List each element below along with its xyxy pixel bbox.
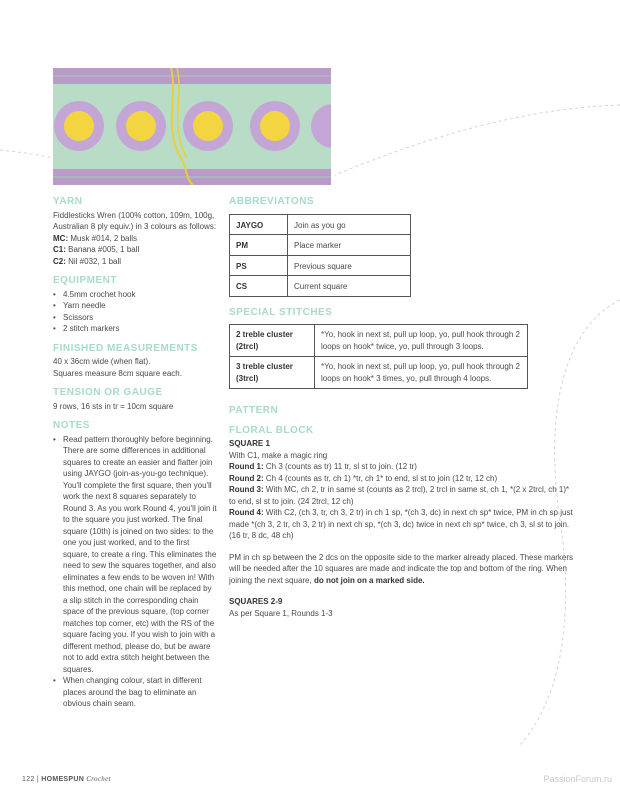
abbreviations-table — [229, 214, 411, 297]
magazine-brand: HOMESPUN — [41, 776, 85, 783]
yarn-colour-c2: C2: Nil #032, 1 ball — [53, 256, 122, 266]
square1-heading: SQUARE 1 — [229, 439, 270, 448]
yarn-colour-mc: MC: Musk #014, 2 balls — [53, 233, 138, 243]
tension-text: 9 rows, 16 sts in tr = 10cm square — [53, 401, 174, 411]
table-row: 3 treble cluster (3trcl) *Yo, hook in next st, pull up loop, yo, pull hook through 2 loops on hook* 3 times, yo, pull through 4 loops. — [230, 357, 528, 389]
yarn-description: Fiddlesticks Wren (100% cotton, 109m, 100g, Australian 8 ply equiv.) in 3 colours as follows: — [53, 210, 217, 231]
special-stitches-table — [229, 324, 528, 389]
page-number: 122 — [22, 776, 35, 783]
pm-instructions: PM in ch sp between the 2 dcs on the opposite side to the marker already placed. These markers will be needed after the 10 squares are made and indicate the top and bottom of the ring. When joining the next square, do not join on a marked side. — [229, 552, 574, 585]
table-row: CS Current square — [230, 276, 411, 297]
list-item: • 2 stitch markers — [61, 323, 218, 335]
list-item: • When changing colour, start in different places around the bag to eliminate an obvious chain seam. — [61, 675, 218, 710]
finished-line: Squares measure 8cm square each. — [53, 368, 182, 378]
table-row: JAYGO Join as you go — [230, 214, 411, 235]
squares-2-9-heading: SQUARES 2-9 — [229, 597, 283, 606]
list-item: • Scissors — [61, 312, 218, 324]
tension-heading: TENSION OR GAUGE — [53, 387, 163, 398]
round-2: Round 2: Ch 4 (counts as tr, ch 1) *tr, ch 1* to end, sl st to join (12 tr, 12 ch) — [229, 473, 498, 483]
pattern-heading: PATTERN — [229, 405, 279, 416]
notes-heading: NOTES — [53, 420, 90, 431]
list-item: • Yarn needle — [61, 300, 218, 312]
equipment-heading: EQUIPMENT — [53, 275, 117, 286]
table-row: PM Place marker — [230, 235, 411, 256]
special-stitches-heading: SPECIAL STITCHES — [229, 306, 333, 318]
equipment-list — [53, 289, 218, 335]
yarn-colour-c1: C1: Banana #005, 1 ball — [53, 245, 140, 254]
finished-line: 40 x 36cm wide (when flat). — [53, 357, 151, 366]
floral-block-heading: FLORAL BLOCK — [229, 424, 314, 436]
round-3: Round 3: With MC, ch 2, tr in same st (counts as 2 trcl), 2 trcl in same st, ch 1, *(2 x 2trcl, ch 1)* to end, sl st to join. (24 2trcl, 12 ch) — [229, 485, 570, 506]
list-item: • Read pattern thoroughly before beginning. There are some differences in additional squares to create an easier and flatter join using JAYGO (join-as-you-go technique). You'll complete the first square, then you'll work the next 8 squares separately to Round 3. As you work Round 4, you'll join it to the square you just worked. The final square (10th) is joined on two sides: to the one you just worked, and to the first square, to create a ring. This eliminates the need to sew the squares together, and also eliminates a few ends to be woven in! With this method, one chain will be replaced by a slip stitch in the corresponding chain space of the previous square, (top corner matches top corner, etc) with the RS of the square facing you. If you wish to join with a different method, please do, but be aware not to add extra stitch height between the squares. — [61, 434, 218, 676]
square1-intro: With C1, make a magic ring — [229, 450, 328, 460]
watermark: PassionForum.ru — [543, 774, 612, 784]
page-footer: 122 | HOMESPUN Crochet — [22, 775, 111, 783]
list-item: • 4.5mm crochet hook — [61, 289, 218, 301]
crochet-photo — [53, 68, 331, 185]
round-1: Round 1: Ch 3 (counts as tr) 11 tr, sl st to join. (12 tr) — [229, 462, 417, 471]
left-column — [53, 196, 218, 710]
yarn-heading: YARN — [53, 196, 83, 207]
table-row: 2 treble cluster (2trcl) *Yo, hook in next st, pull up loop, yo, pull hook through 2 loops on hook* twice, yo, pull through 3 loops. — [230, 325, 528, 357]
notes-list — [53, 434, 218, 710]
magazine-brand-sub: Crochet — [86, 775, 111, 783]
abbreviations-heading: ABBREVIATONS — [229, 196, 315, 207]
finished-heading: FINISHED MEASUREMENTS — [53, 342, 198, 354]
table-row: PS Previous square — [230, 255, 411, 276]
round-4: Round 4: With C2, (ch 3, tr, ch 3, 2 tr) in ch 1 sp, *(ch 3, dc) in next ch sp* twice, PM in ch sp just made *(ch 3, 2 tr, ch 3, 2 tr) in next ch sp, *(ch 3, dc) twice in next ch sp* twice, ch 3, sl st to join. (16 tr, 8 dc, 48 ch) — [229, 508, 573, 540]
right-column — [229, 196, 575, 619]
squares-2-9-text: As per Square 1, Rounds 1-3 — [229, 608, 333, 618]
